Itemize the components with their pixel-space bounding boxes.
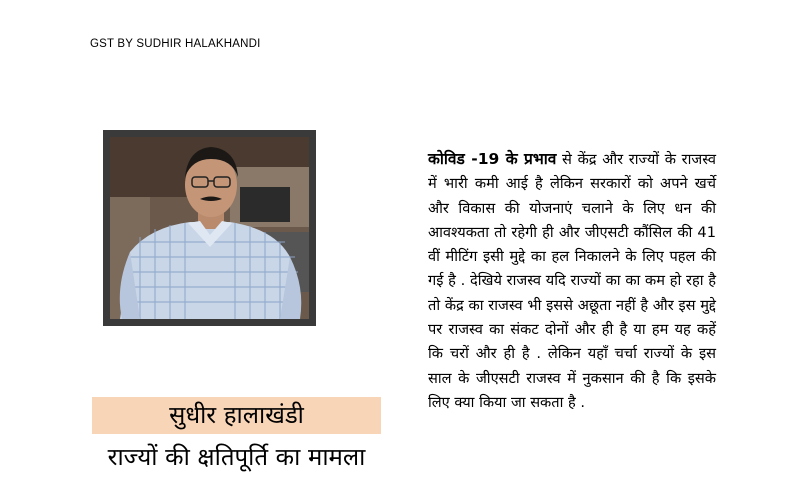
article-title: राज्यों की क्षतिपूर्ति का मामला — [107, 443, 366, 471]
author-photo-frame — [103, 130, 316, 326]
article-lead: कोविड -19 के प्रभाव — [428, 150, 557, 168]
article-body — [428, 147, 716, 415]
article-body-text: से केंद्र और राज्यों के राजस्व में भारी कमी आई है लेकिन सरकारों को अपने खर्चे और विकास की योजनाएं चलाने के लिए धन की आवश्यकता तो रहेगी ही और जीएसटी कौंसिल की 41 वीं मीटिंग इसी मुद्दे का हल निकालने के लिए पहल की गई है . देखिये राजस्व यदि राज्यों का का कम हो रहा है तो केंद्र का राजस्व भी इससे अछूता नहीं है और इस मुद्दे पर राजस्व का संकट दोनों और ही है या हम यह कहें कि चरों और ही है . लेकिन यहाँ चर्चा राज्यों के इस साल के जीएसटी राजस्व में नुकसान की है कि इसके लिए क्या किया जा सकता है . — [428, 151, 716, 411]
page-header: GST BY SUDHIR HALAKHANDI — [90, 38, 261, 50]
author-portrait-image — [110, 137, 309, 319]
author-name: सुधीर हालाखंडी — [169, 401, 304, 429]
